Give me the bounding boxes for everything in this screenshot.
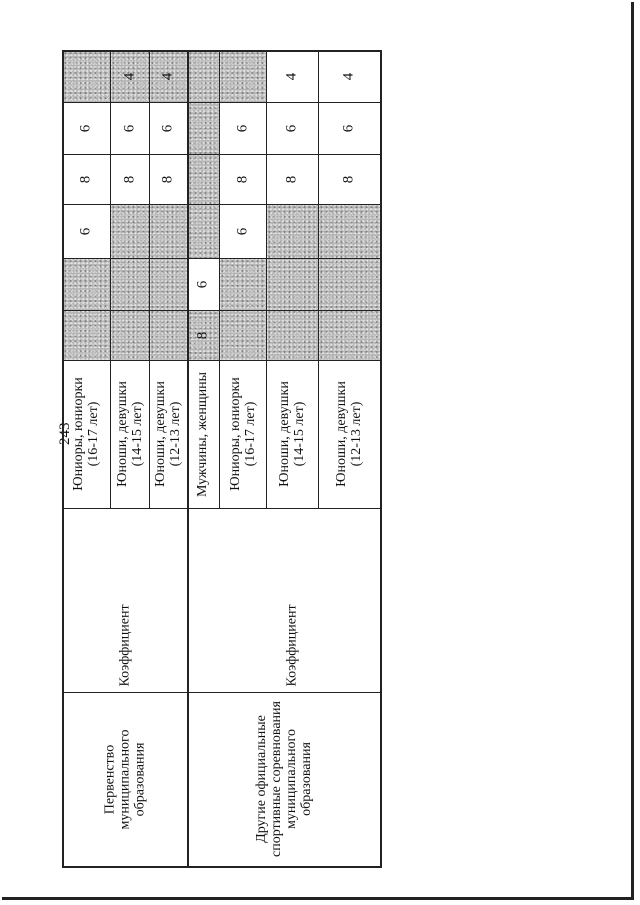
- category-cell: [266, 360, 318, 508]
- category-cell: [62, 360, 110, 508]
- value: 4: [159, 72, 176, 80]
- value: 6: [194, 280, 211, 288]
- category-label: Юниоры, юниорки (16-17 лет): [71, 377, 101, 491]
- shaded-cell: [266, 204, 318, 360]
- table-border-right: [380, 50, 382, 868]
- value: 8: [159, 175, 176, 183]
- table-border-bottom: [62, 866, 382, 868]
- category-cell: [149, 360, 187, 508]
- value: 8: [234, 175, 250, 183]
- coefficient-table: [62, 50, 384, 868]
- value-cell: [318, 154, 380, 204]
- value-cell: [110, 50, 149, 102]
- shaded-cell: [62, 258, 110, 360]
- shaded-cell: [149, 204, 187, 360]
- value: 4: [283, 72, 300, 80]
- column-divider: [62, 310, 382, 311]
- event-cell: [62, 692, 187, 866]
- value-cell: [110, 154, 149, 204]
- value: 6: [340, 124, 357, 132]
- value-cell: [266, 50, 318, 102]
- value-cell: [62, 204, 110, 258]
- value-cell: [149, 154, 187, 204]
- value: 4: [121, 72, 137, 80]
- category-label: Мужчины, женщины: [195, 371, 211, 497]
- value-cell: [62, 102, 110, 154]
- coefficient-label: Коэффициент: [117, 603, 132, 686]
- value-cell: [187, 310, 219, 360]
- shaded-cell: [110, 204, 149, 360]
- value-cell: [149, 50, 187, 102]
- value: 8: [194, 331, 211, 339]
- value-cell: [318, 102, 380, 154]
- shaded-cell: [219, 258, 266, 360]
- category-label: Юноши, девушки (14-15 лет): [114, 381, 145, 487]
- event-cell: [187, 692, 380, 866]
- value-cell: [266, 102, 318, 154]
- value: 8: [283, 175, 300, 183]
- value-cell: [187, 258, 219, 310]
- value: 6: [121, 124, 137, 132]
- value-cell: [219, 154, 266, 204]
- shaded-cell: [219, 50, 266, 102]
- value-cell: [219, 204, 266, 258]
- category-label: Юниоры, юниорки (16-17 лет): [227, 377, 258, 491]
- value: 4: [340, 72, 357, 80]
- value: 6: [77, 124, 94, 132]
- category-label: Юноши, девушки (12-13 лет): [153, 381, 184, 487]
- value: 6: [283, 124, 300, 132]
- value-cell: [266, 154, 318, 204]
- category-label: Юноши, девушки (12-13 лет): [334, 381, 365, 487]
- coefficient-cell: [266, 508, 318, 692]
- value: 6: [159, 124, 176, 132]
- value: 6: [234, 124, 250, 132]
- page-number: 243: [57, 422, 73, 445]
- column-divider: [62, 258, 382, 259]
- shaded-cell: [62, 50, 110, 102]
- shaded-cell: [318, 204, 380, 360]
- coefficient-label: Коэффициент: [284, 603, 300, 686]
- coefficient-cell: [62, 508, 187, 692]
- value: 6: [77, 227, 94, 235]
- value-cell: [110, 102, 149, 154]
- value-cell: [62, 154, 110, 204]
- event-name: Первенство муниципального образования: [101, 729, 147, 829]
- event-name: Другие официальные спортивные соревнования муниципального образования: [253, 701, 314, 857]
- category-cell: [187, 360, 219, 508]
- value-cell: [318, 50, 380, 102]
- value: 8: [77, 175, 94, 183]
- value-cell: [149, 102, 187, 154]
- value: 6: [234, 227, 250, 235]
- value: 8: [121, 175, 137, 183]
- category-cell: [219, 360, 266, 508]
- category-cell: [318, 360, 380, 508]
- category-label: Юноши, девушки (14-15 лет): [277, 381, 308, 487]
- value-cell: [219, 102, 266, 154]
- category-cell: [110, 360, 149, 508]
- value: 8: [340, 175, 357, 183]
